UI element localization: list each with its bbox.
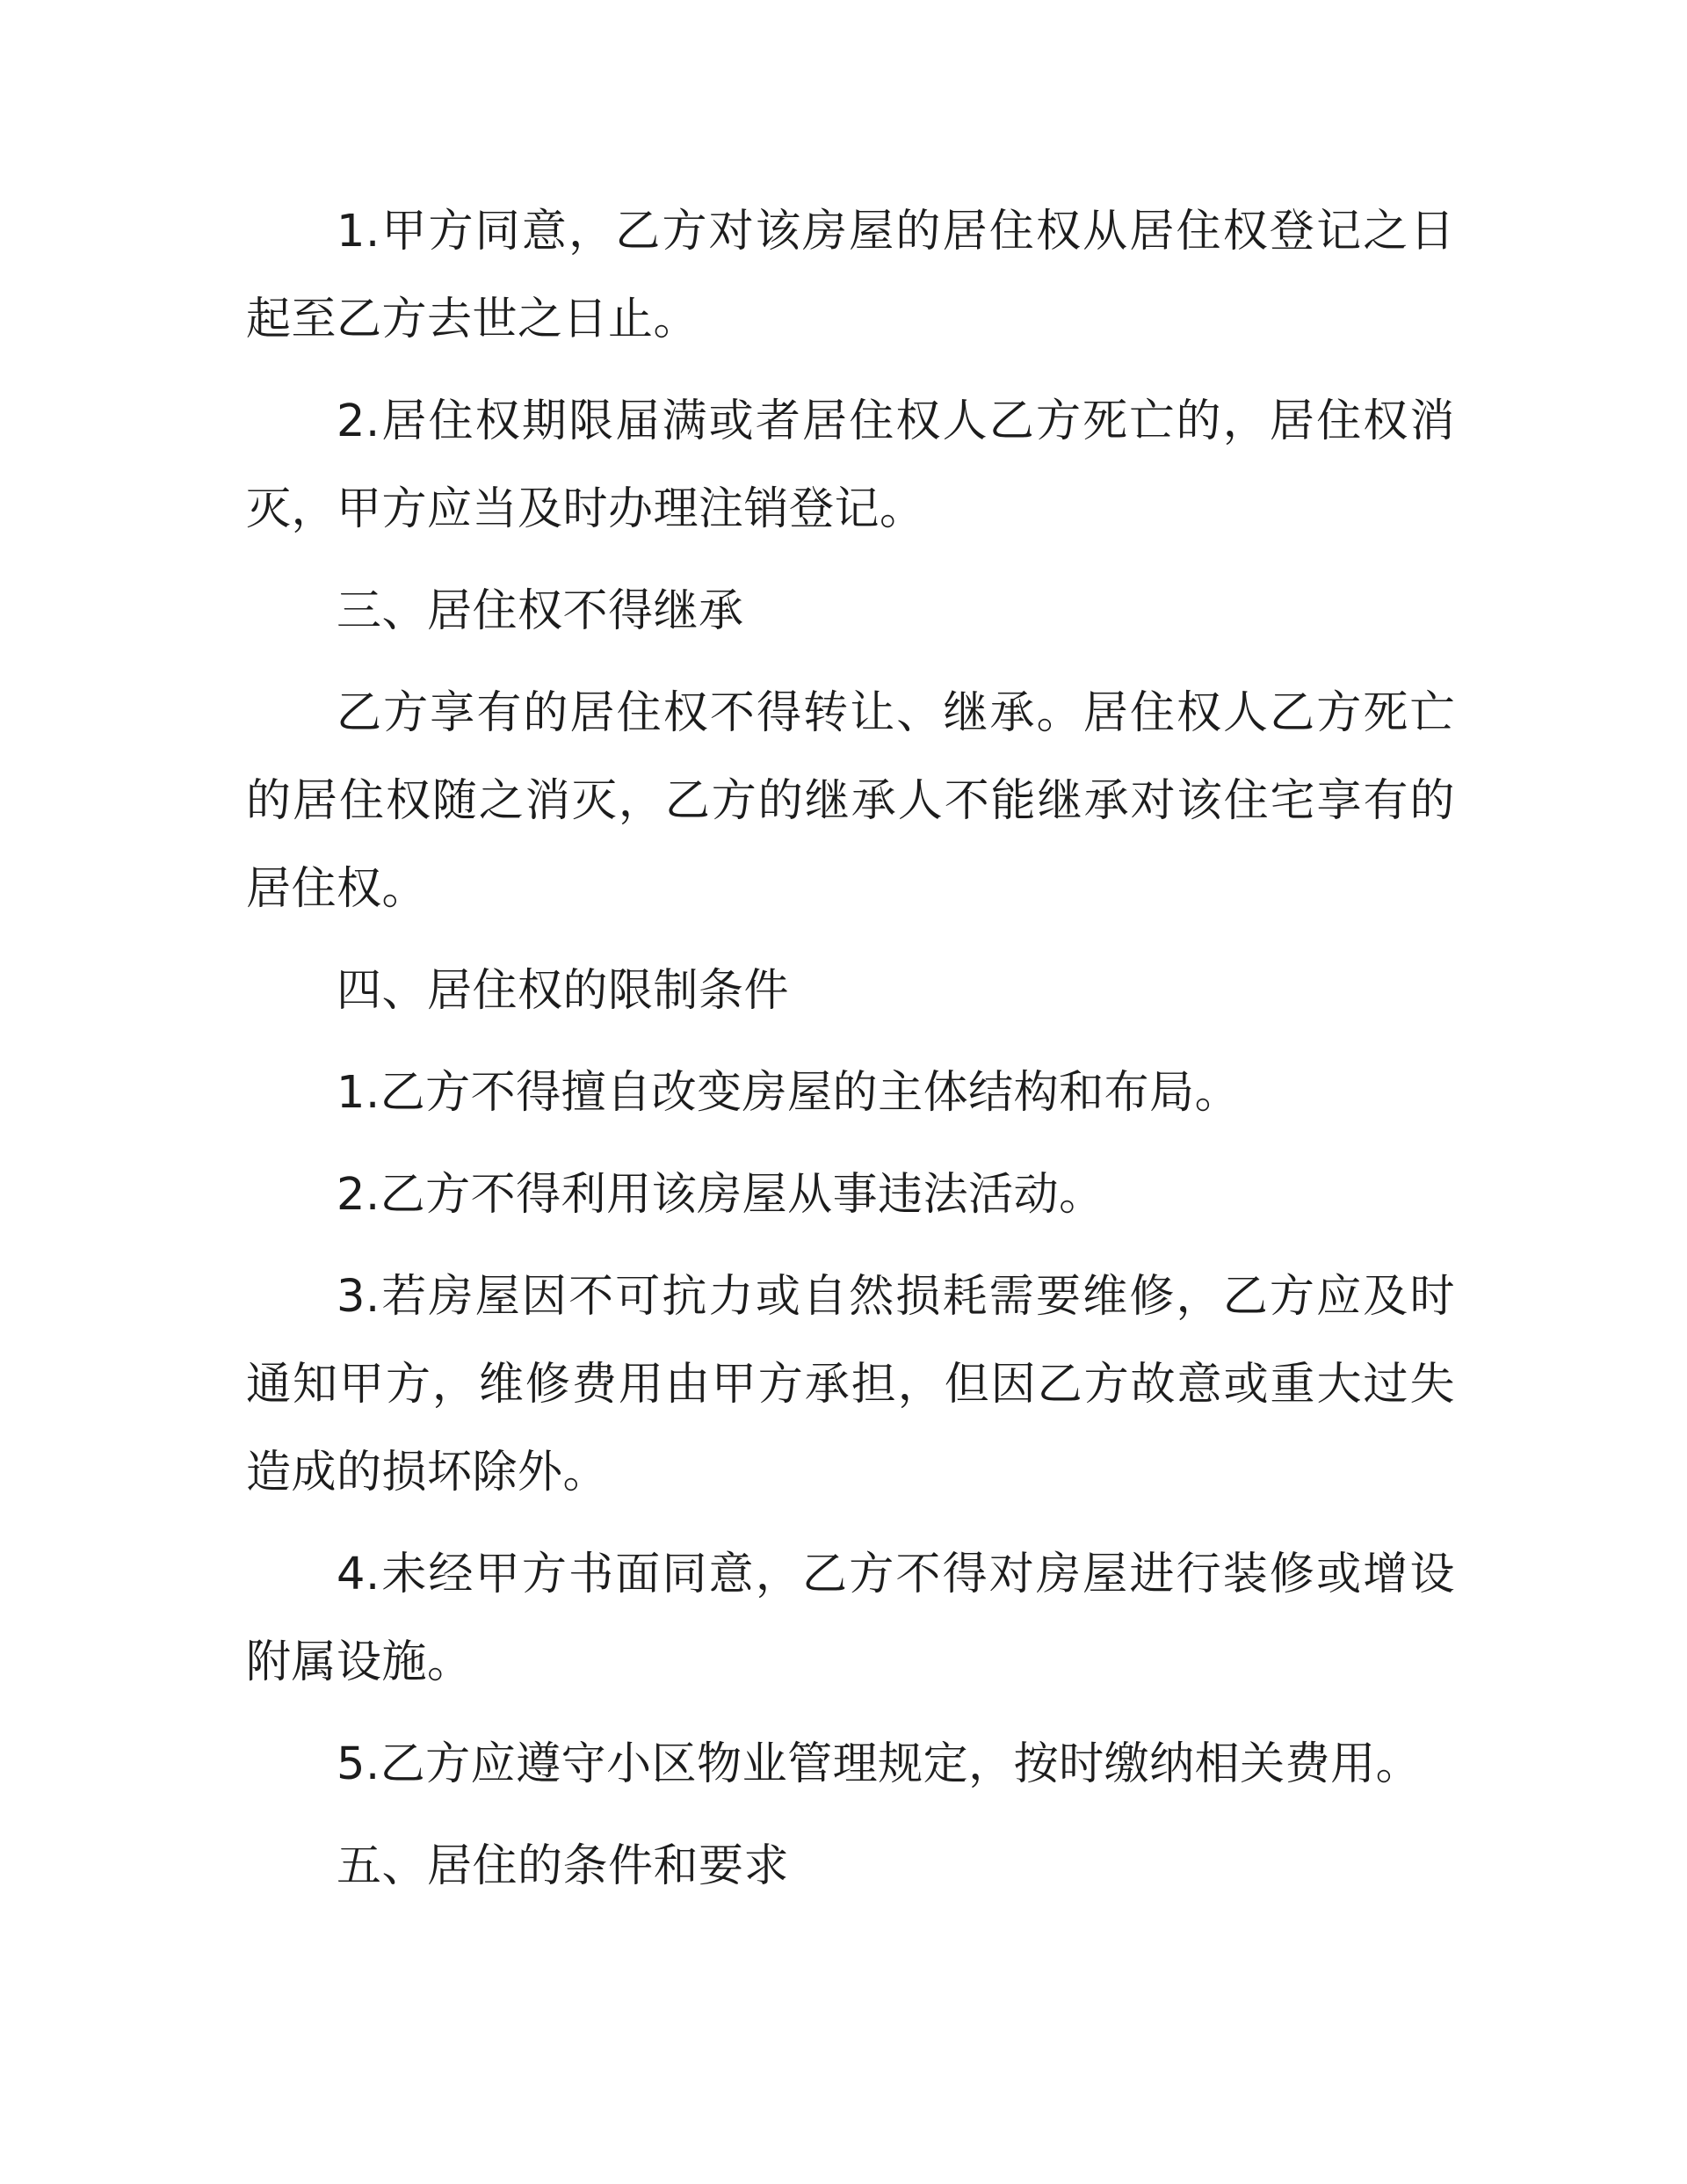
restriction-item-3: 3.若房屋因不可抗力或自然损耗需要维修，乙方应及时通知甲方，维修费用由甲方承担，但因乙方故意或重大过失造成的损坏除外。 (246, 1271, 1455, 1498)
restriction-item-1: 1.乙方不得擅自改变房屋的主体结构和布局。 (337, 1067, 1241, 1119)
section-heading-5: 五、居住的条件和要求 (337, 1840, 790, 1892)
restriction-item-2: 2.乙方不得利用该房屋从事违法活动。 (337, 1169, 1104, 1221)
restriction-item-5: 5.乙方应遵守小区物业管理规定，按时缴纳相关费用。 (337, 1738, 1422, 1790)
restriction-item-4: 4.未经甲方书面同意，乙方不得对房屋进行装修或增设附属设施。 (246, 1549, 1455, 1688)
document-body (246, 188, 1455, 1925)
section-heading-3: 三、居住权不得继承 (337, 585, 744, 637)
paragraph-term-start-end: 1.甲方同意，乙方对该房屋的居住权从居住权登记之日起至乙方去世之日止。 (246, 206, 1455, 345)
paragraph-term-expiry: 2.居住权期限届满或者居住权人乙方死亡的，居住权消灭，甲方应当及时办理注销登记。 (246, 395, 1455, 535)
paragraph-no-inheritance: 乙方享有的居住权不得转让、继承。居住权人乙方死亡的居住权随之消灭，乙方的继承人不能继承对该住宅享有的居住权。 (246, 687, 1455, 915)
section-heading-4: 四、居住权的限制条件 (337, 965, 790, 1017)
